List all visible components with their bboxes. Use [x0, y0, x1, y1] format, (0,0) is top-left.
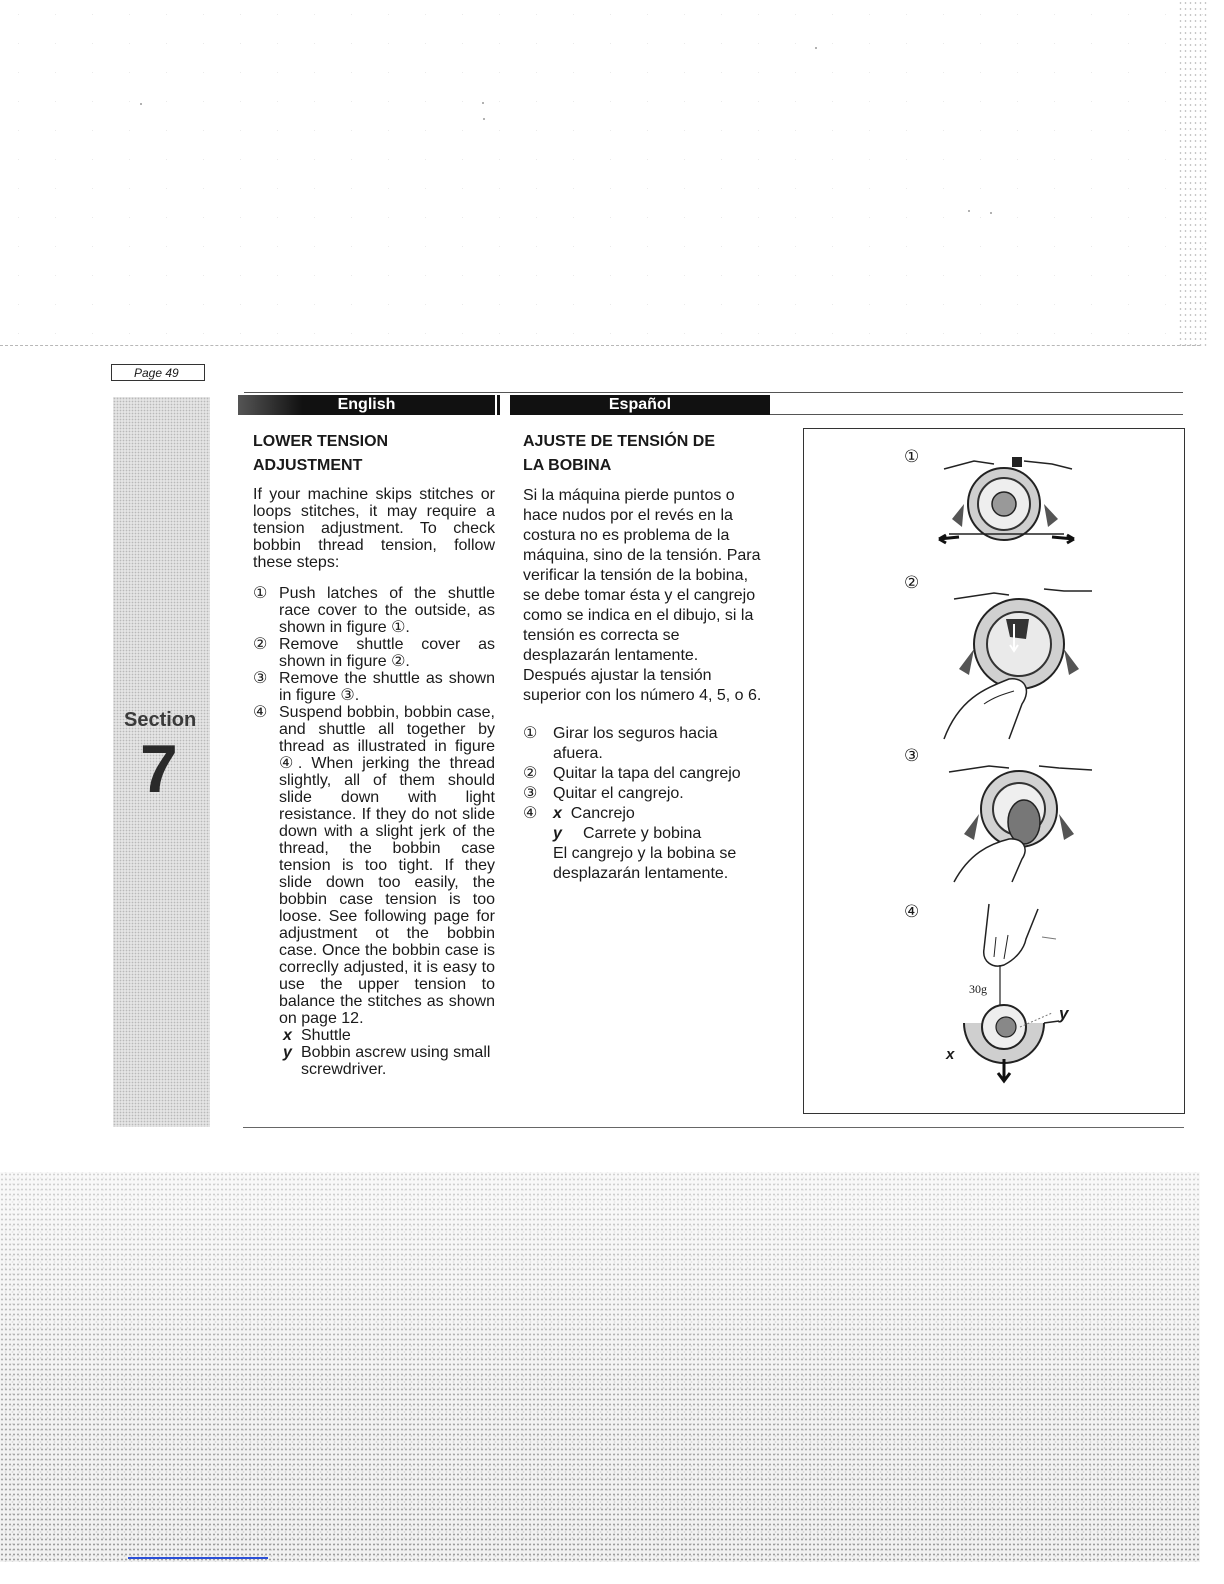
figure-label-4: ④	[904, 902, 920, 921]
step-text: Quitar el cangrejo.	[553, 785, 684, 802]
sub-text: Carrete y bobina	[583, 825, 702, 842]
sub-text: Shuttle	[301, 1027, 351, 1044]
scan-speck	[482, 102, 484, 104]
spanish-sub-item	[553, 824, 768, 844]
spanish-heading-line2: LA BOBINA	[523, 457, 612, 474]
sub-text: El cangrejo y la bobina se desplazarán lentamente.	[553, 845, 737, 882]
section-number: 7	[140, 731, 178, 807]
spanish-step	[523, 804, 768, 824]
spanish-column	[523, 430, 768, 884]
spanish-sub-item	[553, 844, 768, 884]
step-text: Girar los seguros hacia afuera.	[553, 725, 718, 762]
scan-speck	[483, 118, 485, 120]
step-tag: x	[553, 805, 562, 822]
step-number: ②	[253, 636, 268, 653]
fig-y-label: y	[1059, 1004, 1069, 1023]
english-step	[253, 670, 495, 704]
spanish-header-bar: Español	[510, 395, 770, 415]
spanish-heading-line1: AJUSTE DE TENSIÓN DE	[523, 433, 716, 450]
step-text: Suspend bobbin, bobbin case, and shuttle all together by thread as illustrated in figure ④. When jerking the thread slightly, all of them should slide down with light resistance. If they do not slide down with a slight jerk of the thread, the bobbin case tension is too tight. If they slide down too easily, the bobbin case tension is too loose. See following page for adjustment ot the bobbin case. Once the bobbin case is correclly adjusted, it is easy to use the upper tension to balance the stitches as shown on page 12.	[279, 704, 495, 1027]
scan-noise-fade	[0, 1172, 1200, 1562]
step-number: ①	[523, 725, 538, 742]
english-column	[253, 430, 495, 1078]
step-text: Remove the shuttle as shown in figure ③.	[279, 670, 495, 704]
spanish-step	[523, 764, 768, 784]
spanish-intro: Si la máquina pierde puntos o hace nudos por el revés en la costura no es problema de la máquina, sino de la tensión. Para verificar la tensión de la bobina, se debe tomar ésta y el cangrejo como se indica en el dibujo, si la tensión es correcta se desplazarán lentamente.	[523, 487, 761, 664]
header-rule	[244, 392, 1183, 393]
section-label: Section	[124, 709, 197, 731]
step-number: ④	[253, 704, 268, 721]
english-step	[253, 585, 495, 636]
shuttle-race-cover-illustration	[934, 449, 1084, 549]
english-heading-line2: ADJUSTMENT	[253, 457, 363, 474]
step-text: Remove shuttle cover as shown in figure ②.	[279, 636, 495, 670]
step-number: ④	[523, 805, 538, 822]
spanish-intro-2: Después ajustar la tensión superior con los número 4, 5, o 6.	[523, 667, 762, 704]
spanish-steps	[523, 724, 768, 824]
fig-x-label: x	[946, 1046, 955, 1063]
figure-label-3: ③	[904, 746, 920, 765]
figure-label-2: ②	[904, 573, 920, 592]
spanish-step	[523, 724, 768, 764]
figure-label-1: ①	[904, 447, 920, 466]
scan-fold-line	[0, 345, 1200, 346]
english-heading	[253, 430, 495, 478]
step-text: Push latches of the shuttle race cover to the outside, as shown in figure ①.	[279, 585, 495, 636]
step-text: Cancrejo	[570, 805, 635, 822]
step-number: ①	[253, 585, 268, 602]
english-heading-line1: LOWER TENSION	[253, 433, 389, 450]
spanish-heading	[523, 430, 768, 478]
english-steps	[253, 585, 495, 1027]
figure-box	[803, 428, 1185, 1114]
english-step	[253, 704, 495, 1027]
scan-speck	[140, 103, 142, 105]
language-bar-separator	[497, 395, 509, 415]
english-sub-item	[279, 1044, 495, 1078]
weight-label: 30g	[969, 982, 987, 996]
sub-tag: y	[283, 1044, 292, 1061]
step-text: Quitar la tapa del cangrejo	[553, 765, 741, 782]
step-number: ③	[523, 785, 538, 802]
remove-shuttle-illustration	[934, 754, 1094, 884]
suspend-bobbin-illustration	[934, 899, 1094, 1089]
scan-noise-top	[0, 0, 1224, 350]
page-number-label: Page 49	[111, 364, 205, 381]
english-intro: If your machine skips stitches or loops stitches, it may require a tension adjustment. To check bobbin thread tension, follow these steps:	[253, 486, 495, 571]
scan-edge-right	[1178, 0, 1208, 350]
step-number: ②	[523, 765, 538, 782]
scan-speck	[815, 47, 817, 49]
step-number: ③	[253, 670, 268, 687]
footer-rule	[243, 1127, 1184, 1128]
sub-text: Bobbin ascrew using small screwdriver.	[301, 1044, 491, 1078]
english-step	[253, 636, 495, 670]
figure-header-rule	[770, 414, 1183, 415]
spanish-step	[523, 784, 768, 804]
scan-speck	[990, 212, 992, 214]
remove-shuttle-cover-illustration	[914, 579, 1094, 749]
english-header-bar: English	[238, 395, 495, 415]
english-sub-item	[279, 1027, 495, 1044]
sub-tag: x	[283, 1027, 292, 1044]
scan-blue-mark	[128, 1557, 268, 1559]
scan-speck	[968, 210, 970, 212]
sub-tag: y	[553, 825, 562, 842]
